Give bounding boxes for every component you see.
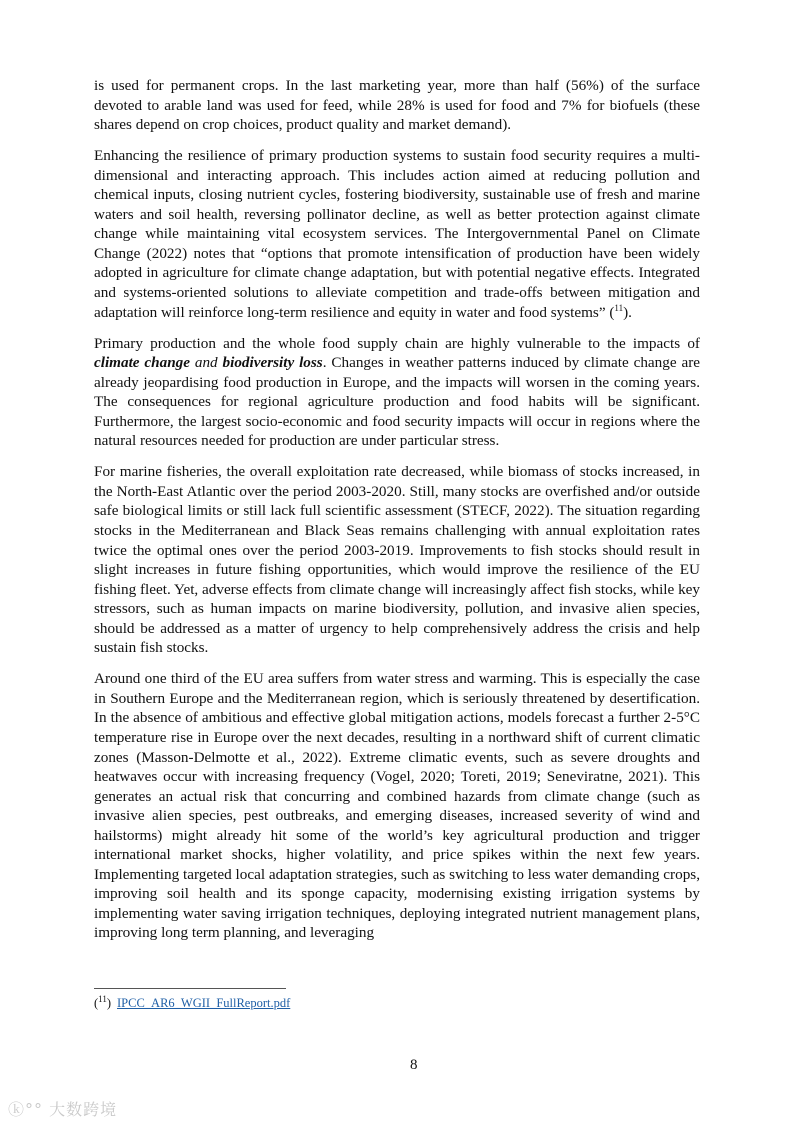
paragraph-text: Enhancing the resilience of primary production systems to sustain food security requires a multi-dimensional and interacting approach. This includes action aimed at reducing pollution and chemical inputs, closing nutrient cycles, fostering biodiversity, sustainable use of fresh and marine waters and soil health, reversing pollinator decline, as well as better protection against climate change while maintaining vital ecosystem services. The Intergovernmental Panel on Climate Change (2022) notes that “options that promote intensification of production have been widely adopted in agriculture for climate change adaptation, but with potential negative effects. Integrated and systems-oriented solutions to alleviate competition and trade-offs between mitigation and adaptation will reinforce long-term resilience and equity in water and food systems” ( <box>94 147 700 321</box>
paragraph-water-stress: Around one third of the EU area suffers from water stress and warming. This is especially the case in Southern Europe and the Mediterranean region, which is seriously threatened by desertification. In the absence of ambitious and effective global mitigation actions, models forecast a further 2-5°C temperature rise in Europe over the next decades, resulting in a northward shift of current climatic zones (Masson-Delmotte et al., 2022). Extreme climatic events, such as severe droughts and heatwaves occur with increasing frequency (Vogel, 2020; Toreti, 2019; Seneviratne, 2021). This generates an actual risk that concurring and combined hazards from climate change (such as invasive alien species, pest outbreaks, and emerging diseases, increased severity of wind and hailstorms) might already hit some of the world’s key agricultural production and trigger international market shocks, higher volatility, and price spikes within the next few years. Implementing targeted local adaptation strategies, such as switching to less water demanding crops, improving soil health and its sponge capacity, modernising existing irrigation systems by implementing water saving irrigation techniques, deploying integrated nutrient management plans, improving long term planning, and leveraging <box>94 670 700 942</box>
footnote-link[interactable]: IPCC_AR6_WGII_FullReport.pdf <box>117 996 291 1010</box>
footnote-marker-open: ( <box>94 996 99 1010</box>
emphasis-climate-change: climate change <box>94 354 190 372</box>
paragraph-vulnerability <box>94 334 700 451</box>
paragraph-fisheries: For marine fisheries, the overall exploitation rate decreased, while biomass of stocks increased, in the North-East Atlantic over the period 2003-2020. Still, many stocks are overfished and/or outside safe biological limits or still lack full scientific assessment (STECF, 2022). The situation regarding stocks in the Mediterranean and Black Seas remains challenging with annual exploitation rates twice the optimal ones over the period 2003-2019. Improvements to fish stocks should result in slight increases in future fishing opportunities, which would improve the resilience of the EU fishing fleet. Yet, adverse effects from climate change will increasingly affect fish stocks, while key stressors, such as human impacts on marine biodiversity, pollution, and invasive alien species, should be addressed as a matter of urgency to help comprehensively address the crisis and help sustain fish stocks. <box>94 463 700 657</box>
watermark-logo <box>8 1097 117 1120</box>
footnote-reference[interactable]: 11 <box>614 302 624 313</box>
text: and <box>189 354 223 372</box>
text: Primary production and the whole food supply chain are highly vulnerable to the impacts of <box>94 334 700 352</box>
paragraph-resilience <box>94 146 700 322</box>
footnote-marker-number: 11 <box>98 993 107 1004</box>
text: . Changes in weather patterns induced by climate change are already jeopardising food production in Europe, and the impacts will worsen in the coming years. The consequences for regional agriculture production and food habits will be significant. Furthermore, the largest socio-economic and food security impacts will occur in regions where the natural resources needed for production are under particular stress. <box>94 354 701 450</box>
watermark-icon: ⓚ°° <box>8 1100 50 1119</box>
page-number: 8 <box>410 1057 418 1073</box>
footnote <box>94 993 291 1011</box>
footnote-marker-close: ) <box>106 996 112 1010</box>
paragraph-text-end: ). <box>623 303 632 321</box>
emphasis-biodiversity-loss: biodiversity loss <box>222 354 323 372</box>
watermark-text: 大数跨境 <box>49 1100 118 1119</box>
footnote-divider <box>94 988 286 989</box>
document-body <box>94 76 700 954</box>
paragraph-arable-land: is used for permanent crops. In the last marketing year, more than half (56%) of the surface devoted to arable land was used for feed, while 28% is used for food and 7% for biofuels (these shares depend on crop choices, product quality and market demand). <box>94 77 700 134</box>
